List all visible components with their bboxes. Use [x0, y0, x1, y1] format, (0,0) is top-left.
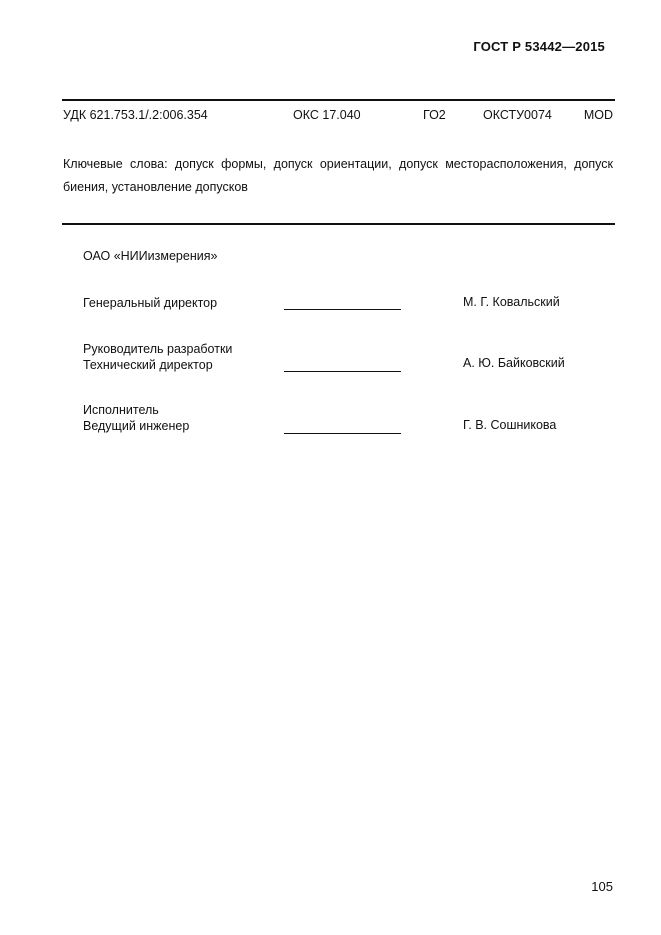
document-code: ГОСТ Р 53442—2015: [473, 39, 605, 54]
signatory-name: М. Г. Ковальский: [463, 295, 560, 309]
oks-code: ОКС 17.040: [293, 108, 361, 122]
signatory-role: [83, 295, 217, 311]
signatory-name: Г. В. Сошникова: [463, 418, 557, 432]
signature-line: [284, 433, 401, 434]
signatory-role: [83, 402, 189, 434]
bottom-divider: [62, 223, 615, 225]
role-line: Ведущий инженер: [83, 419, 190, 433]
organization-name: ОАО «НИИизмерения»: [83, 249, 218, 263]
go-code: ГО2: [423, 108, 446, 122]
top-divider: [62, 99, 615, 101]
role-line: Исполнитель: [83, 403, 159, 417]
signature-line: [284, 309, 401, 310]
signatory-name: А. Ю. Байковский: [463, 356, 565, 370]
signatory-role: [83, 341, 232, 373]
mod-code: MOD: [583, 108, 613, 122]
classification-row: [63, 108, 613, 124]
udk-code: УДК 621.753.1/.2:006.354: [63, 108, 208, 122]
keywords-paragraph: Ключевые слова: допуск формы, допуск ориентации, допуск месторасположения, допуск биения, установление допусков: [63, 157, 613, 194]
page-number: 105: [591, 879, 613, 894]
role-line: Руководитель разработки: [83, 342, 233, 356]
role-line: Генеральный директор: [83, 296, 218, 310]
okstu-code: ОКСТУ0074: [483, 108, 552, 122]
role-line: Технический директор: [83, 358, 213, 372]
signature-line: [284, 371, 401, 372]
